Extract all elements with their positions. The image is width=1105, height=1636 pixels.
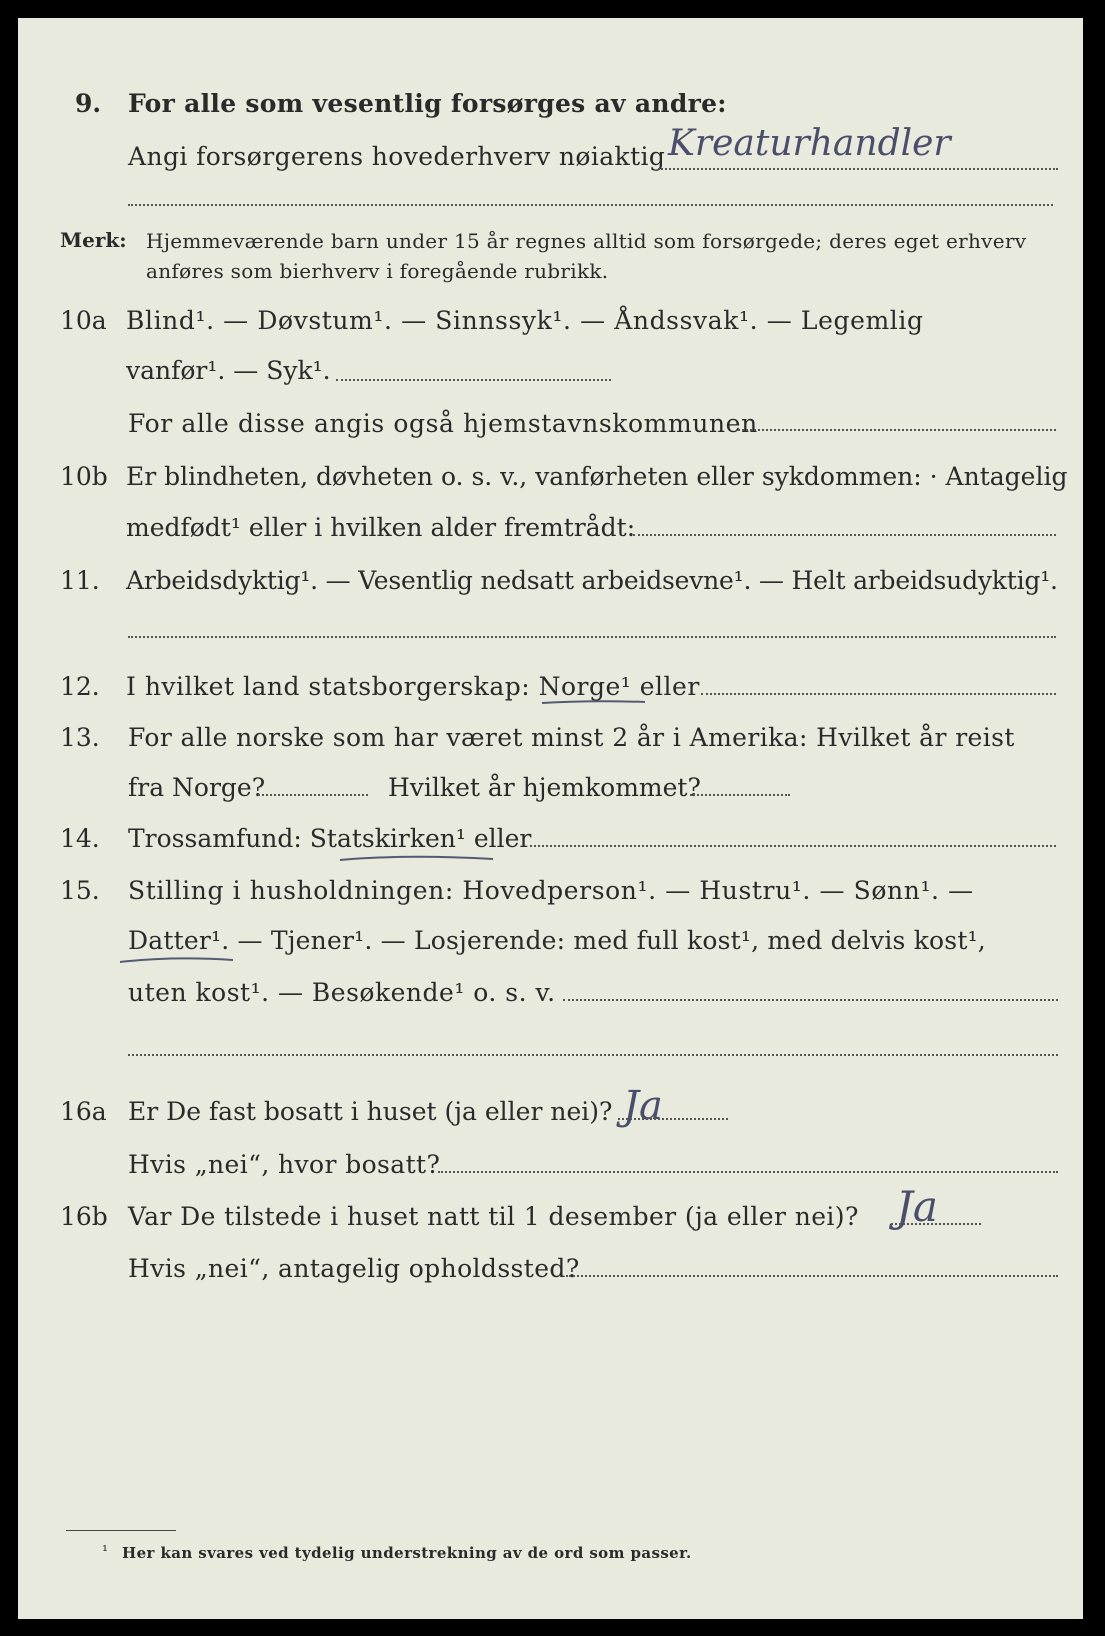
q15-blank-line: [128, 1054, 1058, 1056]
q16a-handwritten-answer: Ja: [623, 1083, 663, 1129]
census-form-page: [18, 18, 1083, 1619]
q12-line1: I hvilket land statsborgerskap: Norge¹ eller: [126, 672, 700, 701]
q15-line3: uten kost¹. — Besøkende¹ o. s. v.: [128, 978, 556, 1007]
q12-norge-underline: [540, 698, 650, 708]
q12-answer-line: [701, 693, 1056, 695]
q10a-hjemstavn-line: [738, 429, 1056, 431]
q16b-answer-line: [891, 1223, 981, 1225]
q13-reist-line: [258, 794, 368, 796]
q10b-number: 10b: [60, 462, 108, 491]
q9-title: For alle som vesentlig forsørges av andre:: [128, 89, 727, 118]
q13-line1: For alle norske som har været minst 2 år i Amerika: Hvilket år reist: [128, 723, 1015, 752]
q9-line2: Angi forsørgerens hovederhverv nøiaktig: [128, 142, 666, 171]
q10b-line1: Er blindheten, døvheten o. s. v., vanførheten eller sykdommen: · Antagelig: [126, 462, 1068, 491]
q15-line2: Datter¹. — Tjener¹. — Losjerende: med full kost¹, med delvis kost¹,: [128, 926, 986, 955]
q12-number: 12.: [60, 672, 100, 701]
q16a-number: 16a: [60, 1097, 107, 1126]
q13-line2b: Hvilket år hjemkommet?: [388, 773, 701, 802]
q9-blank-line: [128, 204, 1053, 206]
q9-answer-line: [658, 168, 1058, 170]
q16a-bosatt-line: [438, 1171, 1058, 1173]
q10a-line1: Blind¹. — Døvstum¹. — Sinnssyk¹. — Åndssvak¹. — Legemlig: [126, 306, 924, 335]
q10a-syk-line: [336, 379, 611, 381]
q14-answer-line: [530, 845, 1056, 847]
q16b-number: 16b: [60, 1202, 108, 1231]
q14-statskirken-underline: [338, 851, 498, 865]
q13-line2a: fra Norge?: [128, 773, 266, 802]
q15-line1: Stilling i husholdningen: Hovedperson¹. — Hustru¹. — Sønn¹. —: [128, 876, 974, 905]
q16b-line2: Hvis „nei“, antagelig opholdssted?: [128, 1254, 580, 1283]
q13-hjemkommet-line: [690, 794, 790, 796]
q16b-handwritten-answer: Ja: [896, 1182, 938, 1231]
footnote-rule: [66, 1530, 176, 1531]
q10a-number: 10a: [60, 306, 107, 335]
merk-line1: Hjemmeværende barn under 15 år regnes alltid som forsørgede; deres eget erhverv: [146, 229, 1027, 253]
footnote-text: Her kan svares ved tydelig understrekning av de ord som passer.: [122, 1544, 692, 1562]
q14-line1: Trossamfund: Statskirken¹ eller: [128, 824, 532, 853]
q14-number: 14.: [60, 824, 100, 853]
q15-besokende-line: [563, 999, 1058, 1001]
q15-datter-underline: [118, 953, 238, 967]
q10a-line3: For alle disse angis også hjemstavnskommunen: [128, 409, 758, 438]
q9-number: 9.: [75, 89, 102, 118]
q9-handwritten-answer: Kreaturhandler: [668, 123, 951, 164]
q11-line1: Arbeidsdyktig¹. — Vesentlig nedsatt arbeidsevne¹. — Helt arbeidsudyktig¹.: [126, 566, 1058, 595]
merk-label: Merk:: [60, 228, 127, 252]
q15-number: 15.: [60, 876, 100, 905]
q16a-line2: Hvis „nei“, hvor bosatt?: [128, 1150, 441, 1179]
q16b-opholdssted-line: [566, 1275, 1058, 1277]
q10b-answer-line: [633, 534, 1056, 536]
q16b-line1: Var De tilstede i huset natt til 1 desember (ja eller nei)?: [128, 1202, 859, 1231]
q11-number: 11.: [60, 566, 100, 595]
q16a-line1: Er De fast bosatt i huset (ja eller nei)?: [128, 1097, 613, 1126]
q16a-answer-line: [618, 1118, 728, 1120]
q13-number: 13.: [60, 723, 100, 752]
q10a-line2: vanfør¹. — Syk¹.: [126, 356, 331, 385]
footnote-mark: ¹: [102, 1542, 109, 1560]
merk-line2: anføres som bierhverv i foregående rubrikk.: [146, 259, 609, 283]
q10b-line2: medfødt¹ eller i hvilken alder fremtrådt:: [126, 513, 636, 542]
q11-blank-line: [128, 636, 1056, 638]
